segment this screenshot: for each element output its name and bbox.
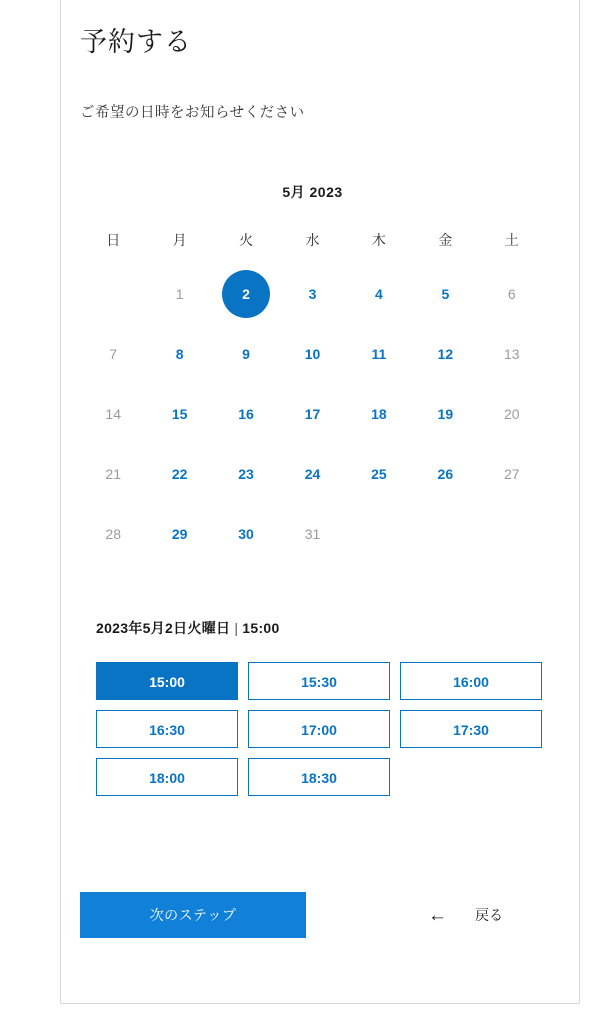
calendar-day: 7 [109, 346, 118, 362]
calendar-day[interactable]: 9 [242, 346, 250, 362]
calendar-day[interactable]: 18 [371, 406, 387, 422]
time-slot-selected[interactable]: 15:00 [96, 662, 238, 700]
calendar-day-header: 水 [305, 232, 320, 248]
calendar-cell[interactable] [213, 510, 279, 558]
calendar-cell[interactable] [213, 390, 279, 438]
time-slot[interactable]: 18:30 [248, 758, 390, 796]
calendar-cell [412, 510, 478, 558]
calendar-cell[interactable] [146, 510, 212, 558]
calendar-day[interactable]: 30 [238, 526, 254, 542]
calendar-cell[interactable] [279, 330, 345, 378]
calendar-cell[interactable] [146, 330, 212, 378]
calendar-day-header: 月 [172, 232, 187, 248]
calendar-cell [479, 390, 545, 438]
calendar-cell [80, 330, 146, 378]
calendar-day[interactable]: 11 [371, 346, 387, 362]
calendar-cell [80, 510, 146, 558]
calendar-cell[interactable] [213, 330, 279, 378]
calendar-day-header: 金 [438, 232, 453, 248]
calendar-month-label: 5月 2023 [282, 184, 343, 200]
calendar-day-header: 木 [371, 232, 386, 248]
calendar-cell[interactable] [279, 270, 345, 318]
calendar-cell [346, 510, 412, 558]
calendar-cell[interactable] [346, 270, 412, 318]
calendar-day[interactable]: 29 [171, 526, 188, 542]
time-slot-list [80, 662, 560, 796]
calendar-cell [479, 330, 545, 378]
calendar-day: 14 [105, 406, 121, 422]
calendar-cell [279, 510, 345, 558]
calendar-day[interactable]: 3 [308, 286, 317, 302]
calendar [80, 182, 545, 558]
booking-content [80, 0, 560, 938]
selected-datetime-separator: | [234, 620, 239, 636]
time-slot[interactable]: 17:30 [400, 710, 542, 748]
calendar-day[interactable]: 26 [437, 466, 454, 482]
next-step-button[interactable]: 次のステップ [80, 892, 306, 938]
time-slot[interactable]: 18:00 [96, 758, 238, 796]
calendar-cell[interactable] [412, 450, 478, 498]
calendar-cell[interactable] [146, 450, 212, 498]
selected-datetime [80, 618, 560, 638]
calendar-cell [80, 390, 146, 438]
calendar-cell[interactable] [346, 450, 412, 498]
calendar-cell[interactable] [213, 450, 279, 498]
page-title: 予約する [80, 27, 192, 57]
time-slot[interactable]: 15:30 [248, 662, 390, 700]
back-button[interactable] [428, 905, 503, 925]
calendar-day[interactable]: 24 [304, 466, 321, 482]
calendar-cell[interactable] [412, 390, 478, 438]
calendar-day: 13 [503, 346, 520, 362]
calendar-day: 6 [507, 286, 516, 302]
selected-date-text: 2023年5月2日火曜日 [96, 620, 231, 636]
time-slot[interactable]: 16:00 [400, 662, 542, 700]
calendar-day-header: 火 [239, 232, 254, 248]
calendar-grid [80, 222, 545, 558]
selected-time-text: 15:00 [242, 620, 280, 636]
back-button-label: 戻る [475, 907, 503, 923]
calendar-cell[interactable] [346, 390, 412, 438]
calendar-day[interactable]: 22 [171, 466, 188, 482]
calendar-day: 28 [105, 526, 121, 542]
calendar-cell[interactable] [279, 390, 345, 438]
calendar-day-header: 土 [504, 232, 519, 248]
calendar-day: 31 [304, 526, 321, 542]
calendar-cell [146, 270, 212, 318]
calendar-day[interactable]: 25 [371, 466, 387, 482]
calendar-day[interactable]: 4 [375, 286, 383, 302]
calendar-cell [479, 270, 545, 318]
time-slot[interactable]: 16:30 [96, 710, 238, 748]
calendar-cell [479, 510, 545, 558]
calendar-day[interactable]: 12 [437, 346, 454, 362]
time-slot[interactable]: 17:00 [248, 710, 390, 748]
calendar-cell [479, 450, 545, 498]
calendar-cell [80, 450, 146, 498]
calendar-day[interactable]: 5 [441, 286, 450, 302]
footer-actions [80, 892, 560, 938]
calendar-day[interactable]: 17 [304, 406, 321, 422]
calendar-day[interactable]: 19 [437, 406, 454, 422]
calendar-day[interactable]: 10 [304, 346, 321, 362]
calendar-cell[interactable] [146, 390, 212, 438]
calendar-day[interactable]: 15 [171, 406, 188, 422]
calendar-cell[interactable] [279, 450, 345, 498]
calendar-cell[interactable] [412, 270, 478, 318]
arrow-left-icon: ← [428, 904, 447, 926]
calendar-cell[interactable] [346, 330, 412, 378]
calendar-day[interactable]: 16 [238, 406, 254, 422]
calendar-cell [80, 270, 146, 318]
calendar-day[interactable]: 23 [238, 466, 254, 482]
calendar-day: 20 [503, 406, 520, 422]
calendar-day: 1 [175, 286, 184, 302]
calendar-day-header: 日 [106, 232, 121, 248]
calendar-cell[interactable] [213, 270, 279, 318]
page-subtitle: ご希望の日時をお知らせください [80, 105, 305, 121]
calendar-day[interactable]: 8 [175, 346, 184, 362]
calendar-cell[interactable] [412, 330, 478, 378]
calendar-day-selected[interactable]: 2 [222, 270, 270, 318]
calendar-day: 21 [105, 466, 121, 482]
calendar-day: 27 [503, 466, 520, 482]
